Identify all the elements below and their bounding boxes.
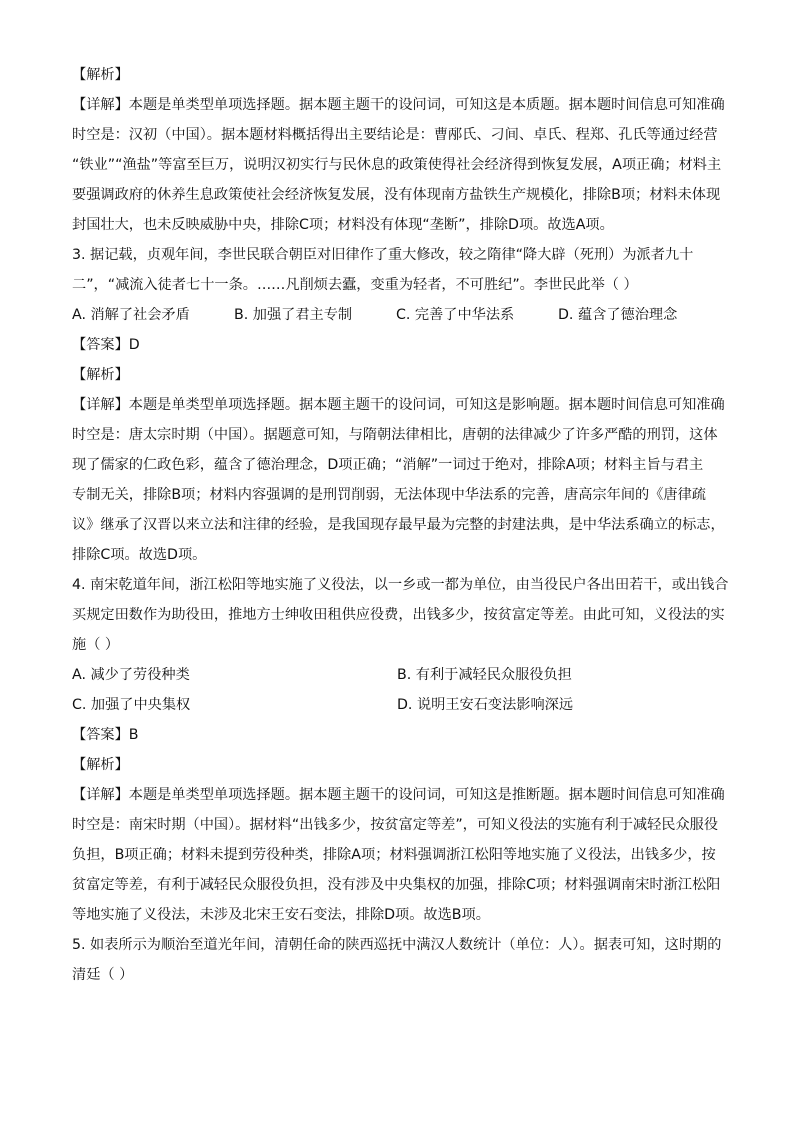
- option-b: B. 有利于减轻民众服役负担: [397, 667, 572, 683]
- detail-line: 封国壮大，也未反映威胁中央，排除C项；材料没有体现“垄断”，排除D项。故选A项。: [72, 217, 614, 233]
- answer-label: 【答案】D: [72, 337, 140, 353]
- detail-line: 时空是：汉初（中国）。据本题材料概括得出主要结论是：曹邴氏、刁间、卓氏、程郑、孔氏等通过经营: [72, 127, 718, 143]
- detail-line: 【详解】本题是单类型单项选择题。据本题主题干的设问词，可知这是本质题。据本题时间信息可知准确: [72, 97, 725, 113]
- detail-line: 【详解】本题是单类型单项选择题。据本题主题干的设问词，可知这是推断题。据本题时间信息可知准确: [72, 787, 725, 803]
- option-d: D. 说明王安石变法影响深远: [397, 697, 574, 713]
- detail-line: 【详解】本题是单类型单项选择题。据本题主题干的设问词，可知这是影响题。据本题时间信息可知准确: [72, 397, 725, 413]
- detail-line: 时空是：唐太宗时期（中国）。据题意可知，与隋朝法律相比，唐朝的法律减少了许多严酷的刑罚，这体: [72, 427, 718, 443]
- question-4-options-row-2: [72, 690, 722, 720]
- question-4-options-row-1: [72, 660, 722, 690]
- question-5-stem: 清廷（ ）: [72, 967, 134, 983]
- answer-label: 【答案】B: [72, 727, 139, 743]
- option-a: A. 消解了社会矛盾: [72, 307, 190, 323]
- option-d: D. 蕴含了德治理念: [558, 307, 678, 323]
- detail-line: 负担，B项正确；材料未提到劳役种类，排除A项；材料强调浙江松阳等地实施了义役法，出钱多少，按: [72, 847, 716, 863]
- option-b: B. 加强了君主专制: [234, 307, 353, 323]
- detail-line: 现了儒家的仁政色彩，蕴含了德治理念，D项正确；“消解”一词过于绝对，排除A项；材料主旨与君主: [72, 457, 704, 473]
- detail-line: 议》继承了汉晋以来立法和注律的经验，是我国现存最早最为完整的封建法典，是中华法系确立的标志，: [72, 517, 725, 533]
- option-c: C. 加强了中央集权: [72, 697, 191, 713]
- analysis-label: 【解析】: [72, 367, 129, 383]
- detail-line: 专制无关，排除B项；材料内容强调的是刑罚削弱，无法体现中华法系的完善，唐高宗年间的《唐律疏: [72, 487, 706, 503]
- detail-line: 要强调政府的休养生息政策使社会经济恢复发展，没有体现南方盐铁生产规模化，排除B项；材料未体现: [72, 187, 721, 203]
- option-a: A. 减少了劳役种类: [72, 667, 190, 683]
- detail-line: 时空是：南宋时期（中国）。据材料“出钱多少，按贫富定等差”，可知义役法的实施有利于减轻民众服役: [72, 817, 719, 833]
- analysis-label: 【解析】: [72, 757, 129, 773]
- document-page: [72, 60, 729, 990]
- detail-line: 排除C项。故选D项。: [72, 547, 207, 563]
- analysis-label: 【解析】: [72, 67, 129, 83]
- question-5-stem: 5. 如表所示为顺治至道光年间，清朝任命的陕西巡抚中满汉人数统计（单位：人）。据表可知，这时期的: [72, 937, 722, 953]
- detail-line: “铁业”“渔盐”等富至巨万，说明汉初实行与民休息的政策使得社会经济得到恢复发展，A项正确；材料主: [72, 157, 722, 173]
- question-3-stem: 二”，“减流入徒者七十一条。……凡削烦去蠹，变重为轻者，不可胜纪”。李世民此举（ ）: [72, 277, 638, 293]
- detail-line: 等地实施了义役法，未涉及北宋王安石变法，排除D项。故选B项。: [72, 907, 490, 923]
- question-4-stem: 买规定田数作为助役田，推地方士绅收田租供应役费，出钱多少，按贫富定等差。由此可知，义役法的实: [72, 607, 725, 623]
- question-3-options: [72, 300, 722, 330]
- option-c: C. 完善了中华法系: [396, 307, 515, 323]
- question-4-stem: 施（ ）: [72, 637, 120, 653]
- detail-line: 贫富定等差，有利于减轻民众服役负担，没有涉及中央集权的加强，排除C项；材料强调南宋时浙江松阳: [72, 877, 721, 893]
- question-4-stem: 4. 南宋乾道年间，浙江松阳等地实施了义役法，以一乡或一都为单位，由当役民户各出田若干，或出钱合: [72, 577, 729, 593]
- question-3-stem: 3. 据记载，贞观年间，李世民联合朝臣对旧律作了重大修改，较之隋律“降大辟（死刑）为派者九十: [72, 247, 694, 263]
